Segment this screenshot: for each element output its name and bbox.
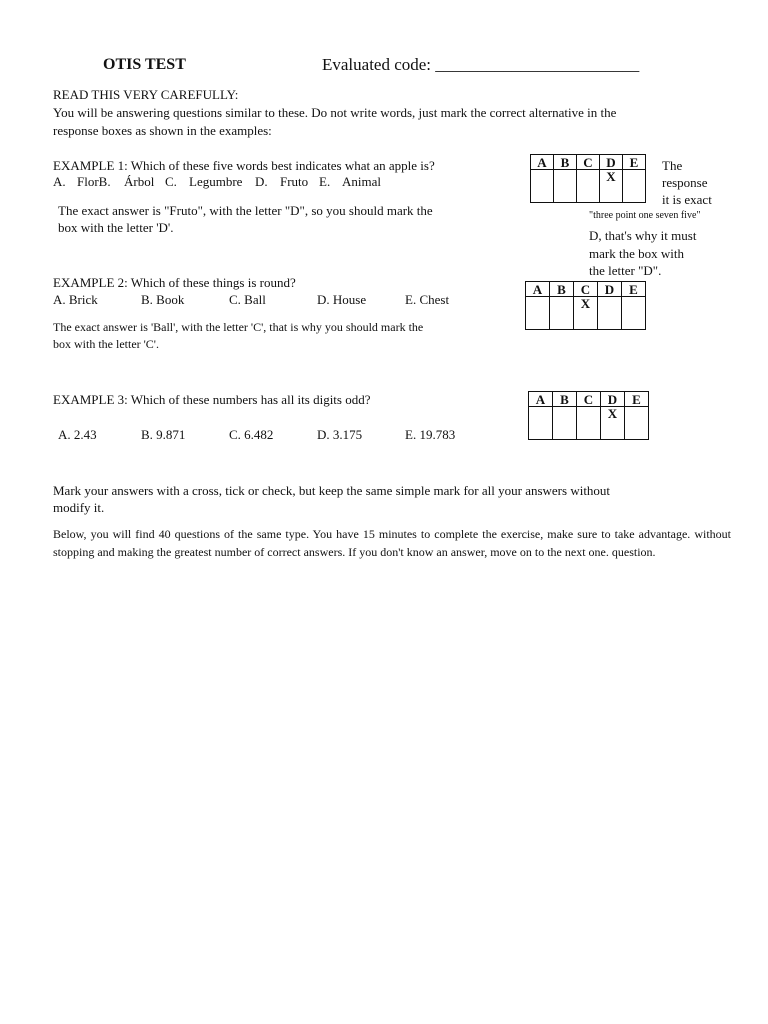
intro-line-2: response boxes as shown in the examples:	[53, 123, 272, 138]
answer-box-d[interactable]: X	[600, 170, 623, 203]
example-1-option: D.	[255, 174, 268, 189]
example-2-option: B. Book	[141, 292, 185, 307]
example-3-answer-grid	[528, 391, 649, 440]
example-1-option: A.	[53, 174, 66, 189]
answer-box-a[interactable]	[529, 407, 553, 440]
example-1-options	[0, 174, 768, 192]
example-2-option: E. Chest	[405, 292, 450, 307]
answer-box-b[interactable]	[554, 170, 577, 203]
mark-instructions-line-2: modify it.	[53, 500, 105, 515]
answer-box-b[interactable]	[550, 297, 574, 330]
example-2-explanation-line-1: The exact answer is 'Ball', with the letter 'C', that is why you should mark the	[53, 320, 424, 334]
grid-letter-e: E	[623, 155, 646, 170]
answer-box-c[interactable]	[577, 170, 600, 203]
example-2-option: A. Brick	[53, 292, 98, 307]
page-title: OTIS TEST	[103, 56, 186, 73]
example-1-explanation-line-1: The exact answer is "Fruto", with the letter "D", so you should mark the	[58, 203, 433, 218]
example-1-side-note: the letter "D".	[589, 263, 662, 278]
example-1-answer-grid	[530, 154, 646, 203]
grid-letter-a: A	[531, 155, 554, 170]
example-1-option: E.	[319, 174, 331, 189]
example-1-side-note: The	[662, 158, 683, 173]
answer-box-c[interactable]	[577, 407, 601, 440]
example-1-side-note: D, that's why it must	[589, 228, 697, 243]
answer-box-b[interactable]	[553, 407, 577, 440]
example-1-option: Fruto	[280, 174, 309, 189]
example-2-option: D. House	[317, 292, 367, 307]
evaluated-code-field[interactable]: Evaluated code: ________________________	[322, 55, 640, 74]
grid-letter-e: E	[622, 282, 646, 297]
example-3-option: C. 6.482	[229, 427, 274, 442]
grid-letter-e: E	[625, 392, 649, 407]
example-2-options	[0, 292, 768, 310]
answer-box-a[interactable]	[531, 170, 554, 203]
grid-letter-a: A	[526, 282, 550, 297]
example-1-side-note: it is exact	[662, 192, 712, 207]
example-2-question: EXAMPLE 2: Which of these things is round?	[53, 275, 296, 290]
example-3-option: E. 19.783	[405, 427, 456, 442]
answer-box-e[interactable]	[622, 297, 646, 330]
grid-letter-c: C	[577, 392, 601, 407]
answer-box-d[interactable]	[598, 297, 622, 330]
example-3-option: B. 9.871	[141, 427, 186, 442]
example-1-option: C.	[165, 174, 177, 189]
grid-letter-b: B	[554, 155, 577, 170]
example-3-option: A. 2.43	[58, 427, 97, 442]
example-3-options	[0, 427, 768, 445]
intro-line-1: You will be answering questions similar to these. Do not write words, just mark the correct alternative in the	[53, 105, 617, 120]
example-3-question: EXAMPLE 3: Which of these numbers has all its digits odd?	[53, 392, 371, 407]
grid-letter-b: B	[553, 392, 577, 407]
grid-letter-c: C	[574, 282, 598, 297]
answer-box-e[interactable]	[623, 170, 646, 203]
example-1-side-note: mark the box with	[589, 246, 684, 261]
answer-box-e[interactable]	[625, 407, 649, 440]
example-3-option: D. 3.175	[317, 427, 363, 442]
example-1-option: Animal	[342, 174, 381, 189]
example-1-explanation-line-2: box with the letter 'D'.	[58, 220, 174, 235]
grid-letter-d: D	[598, 282, 622, 297]
example-1-option: Legumbre	[189, 174, 243, 189]
grid-letter-b: B	[550, 282, 574, 297]
grid-letter-d: D	[600, 155, 623, 170]
grid-letter-c: C	[577, 155, 600, 170]
read-carefully-heading: READ THIS VERY CAREFULLY:	[53, 87, 239, 102]
answer-box-a[interactable]	[526, 297, 550, 330]
example-1-side-note: response	[662, 175, 708, 190]
example-2-explanation-line-2: box with the letter 'C'.	[53, 337, 159, 351]
example-1-question: EXAMPLE 1: Which of these five words best indicates what an apple is?	[53, 158, 435, 173]
example-1-option: Árbol	[124, 174, 155, 189]
example-2-answer-grid	[525, 281, 646, 330]
time-instructions: Below, you will find 40 questions of the same type. You have 15 minutes to complete the exercise, make sure to take advantage. without stopping and making the greatest number of correct answers. If you don't know an answer, move on to the next one. question.	[53, 527, 731, 559]
grid-letter-d: D	[601, 392, 625, 407]
example-2-option: C. Ball	[229, 292, 266, 307]
answer-box-d[interactable]: X	[601, 407, 625, 440]
mark-instructions-line-1: Mark your answers with a cross, tick or check, but keep the same simple mark for all your answers without	[53, 483, 611, 498]
grid-letter-a: A	[529, 392, 553, 407]
example-1-option: FlorB.	[77, 174, 111, 189]
answer-box-c[interactable]: X	[574, 297, 598, 330]
example-1-side-note: "three point one seven five"	[589, 210, 701, 221]
